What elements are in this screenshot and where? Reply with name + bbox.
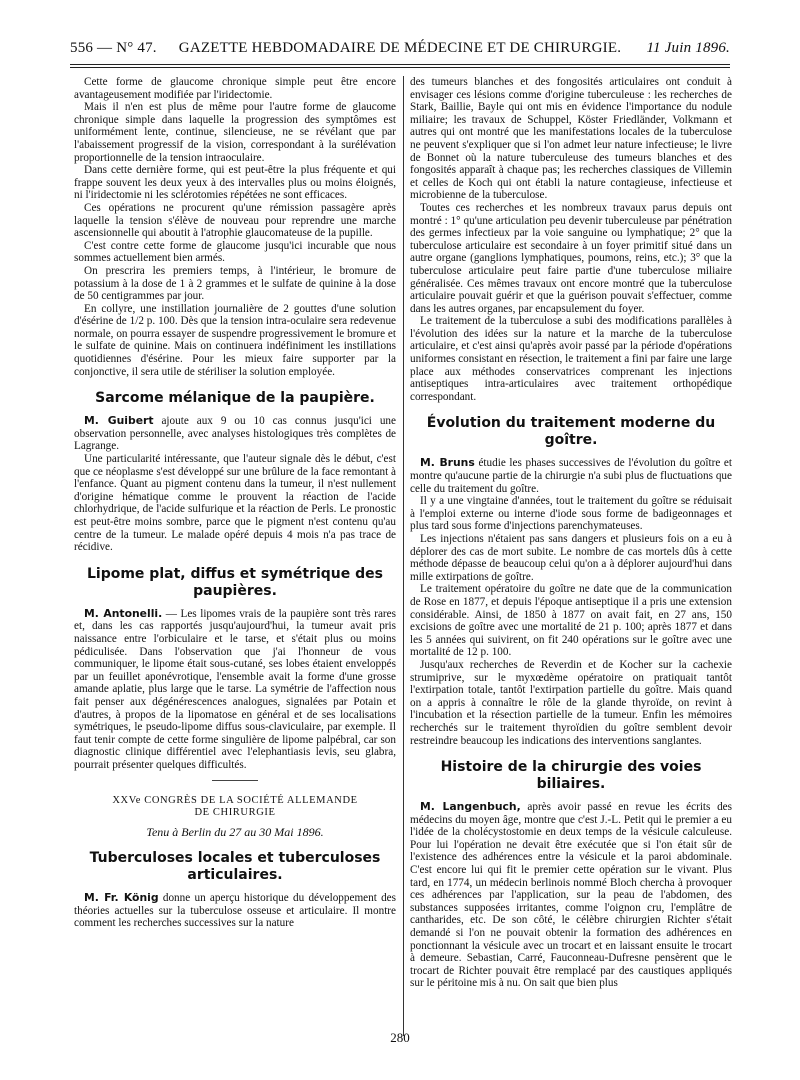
author-name: M. Antonelli. — [84, 606, 163, 620]
paragraph: Il y a une vingtaine d'années, tout le traitement du goître se réduisait à l'emploi externe ou interne d'iode sous forme de badigeonnages et plus tard sous forme d'injections parenchymateuses. — [410, 495, 732, 533]
section-title-voies-biliaires: Histoire de la chirurgie des voies biliaires. — [440, 759, 702, 793]
paragraph: C'est contre cette forme de glaucome jusqu'ici incurable que nous sommes actuellement bien armés. — [74, 239, 396, 265]
section-separator — [212, 780, 258, 781]
paragraph: Cette forme de glaucome chronique simple peut être encore avantageusement modifiée par l'iridectomie. — [74, 76, 396, 101]
header-page-issue: 556 — N° 47. — [70, 40, 157, 56]
section-title-lipome: Lipome plat, diffus et symétrique des paupières. — [86, 565, 383, 599]
author-name: M. Bruns — [420, 456, 475, 470]
congress-line-2: DE CHIRURGIE — [194, 807, 276, 819]
column-divider — [403, 76, 404, 1036]
right-column — [410, 76, 732, 990]
left-column — [74, 76, 396, 930]
paragraph: M. Guibert ajoute aux 9 ou 10 cas connus jusqu'ici une observation personnelle, avec analyses histologiques très complètes de Lagrange. — [74, 414, 396, 453]
author-name: M. Guibert — [84, 414, 154, 428]
page-number: 280 — [390, 1030, 410, 1045]
paragraph: M. Langenbuch, après avoir passé en revue les écrits des médecins du moyen âge, montre que c'est J.-L. Petit qui le premier a eu l'idée de la cholécystostomie en deux temps de la vésicule calculeuse. Pour lui l'opération ne devait être exécutée que si l'on était sûr de l'existence des adhérences entre la vésicule et la paroi abdominale. C'est encore lui qui fit le premier cette opération sur le vivant. Plus tard, en 1774, un médecin berlinois nommé Bloch chercha à provoquer ces adhérences par l'application, sur la peau de l'abdomen, des substances supposées irritantes, comme l'oignon cru, l'emplâtre de cantharides, etc. De son côté, le célèbre chirurgien Richter s'était demandé si l'on ne pouvait obtenir la formation des adhérences en ponctionnant la vésicule avec un trocart et en laissant ensuite le trocart à demeure. Sebastian, Carré, Fauconneau-Dufresne pensèrent que le trocart de Richter pouvait être remplacé par des caustiques appliqués sur le péritoine mis à nu. On sait que bien plus — [410, 800, 732, 990]
header-rule-thick — [70, 64, 730, 65]
section-title-goitre: Évolution du traitement moderne du goître. — [426, 415, 716, 449]
section-title-tuberculoses: Tuberculoses locales et tuberculoses articulaires. — [89, 850, 381, 884]
congress-line-1: XXVe CONGRÈS DE LA SOCIÉTÉ ALLEMANDE — [112, 794, 358, 806]
paragraph: Le traitement opératoire du goître ne date que de la communication de Rose en 1877, et depuis l'époque antiseptique il a pris une extension considérable. Ainsi, de 1850 à 1877 on avait fait, en 27 ans, 150 excisions de goître avec une mortalité de 21 p. 100; après 1877 et dans les 5 années qui suivirent, on fit 240 opérations sur le goître avec une mortalité de 12 p. 100. — [410, 583, 732, 659]
paragraph: M. Fr. König donne un aperçu historique du développement des théories actuelles sur la tuberculose osseuse et articulaire. Il montre comment les recherches successives sur la nature — [74, 891, 396, 930]
author-name: M. Fr. König — [84, 891, 159, 905]
running-header — [70, 40, 730, 60]
paragraph: Toutes ces recherches et les nombreux travaux parus depuis ont montré : 1° qu'une articulation peu devenir tuberculeuse par pénétration des germes infectieux par la voie sanguine ou lymphatique; 2° que la tuberculose articulaire est secondaire à un foyer primitif situé dans un autre organe (ganglions lymphatiques, poumons, reins, etc.); 3° que la tuberculose articulaire peut faire partie d'une tuberculose miliaire généralisée. Ces mêmes travaux ont encore montré que la tuberculose articulaire pouvait guérir et que la guérison pouvait s'effectuer, comme dans les autres organes, par encapsulement du foyer. — [410, 201, 732, 315]
paragraph: Dans cette dernière forme, qui est peut-être la plus fréquente et qui frappe souvent les deux yeux à des intervalles plus ou moins éloignés, ni l'iridectomie ni les sclérotomies répétées ne sont efficaces. — [74, 164, 396, 202]
paragraph: Jusqu'aux recherches de Reverdin et de Kocher sur la cachexie strumiprive, sur le myxœdème opératoire on pratiquait tantôt l'extirpation totale, tantôt l'extirpation partielle du goître. Mais quand on a appris à connaître le rôle de la glande thyroïde, on revint à l'incubation et la résection partielle de la tumeur. Enfin les mémoires recherchés sur le traitement thyroïdien du goître semblent devoir restreindre beaucoup les indications des interventions sanglantes. — [410, 658, 732, 747]
paragraph: Mais il n'en est plus de même pour l'autre forme de glaucome chronique simple dans laquelle la progression des symptômes est uniformément lente, continue, silencieuse, ne se révélant que par l'abaissement progressif de la vision, correspondant à la surélévation proportionnelle de la tension intraoculaire. — [74, 101, 396, 164]
header-rule-thin — [70, 67, 730, 68]
paragraph: des tumeurs blanches et des fongosités articulaires ont conduit à envisager ces lésions comme d'origine tuberculeuse : les recherches de Stark, Baillie, Bayle qui ont mis en évidence l'importance du nodule miliaire; les travaux de Schuppel, Köster Friedländer, Volkmann et autres qui ont montré que les manifestations locales de la tuberculose ne peuvent s'expliquer que si l'on admet leur nature infectieuse; le livre de Bonnet où la nature tuberculeuse des tumeurs blanches et des fongosités apparaît à chaque pas; les recherches classiques de Villemin et celles de Koch qui ont établi la nature contagieuse, infectieuse et microbienne de la tuberculose. — [410, 76, 732, 202]
paragraph: On prescrira les premiers temps, à l'intérieur, le bromure de potassium à la dose de 1 à 2 grammes et le sulfate de quinine à la dose de 50 centigrammes par jour. — [74, 264, 396, 303]
paragraph: Ces opérations ne procurent qu'une rémission passagère après laquelle la tension s'élève de nouveau pour reprendre une marche ascensionnelle qui aboutit à l'atrophie glaucomateuse de la pupille. — [74, 201, 396, 240]
paragraph: M. Antonelli. — Les lipomes vrais de la paupière sont très rares et, dans les cas rapportés jusqu'aujourd'hui, la tumeur avait pris naissance entre l'orbiculaire et le tarse, et s'était plus ou moins pédiculisée. Dans l'observation que j'ai l'honneur de vous communiquer, le lipome était sous-cutané, ses lobes étaient enveloppés par un feuillet aponévrotique, l'ensemble avait la forme d'une grosse amande aplatie, plus large que le tarse. La symétrie de l'affection nous fait penser aux dégénérescences analogues, signalées par Potain et d'autres, à propos de la lipomatose en général et de ses localisations symétriques, le pseudo-lipome diffus sous-claviculaire, par exemple. Il faut tenir compte de cette forme singulière de lipome palpébral, car son diagnostic clinique différentiel avec l'elephantiasis levis, seu glabra, pourrait présenter quelques difficultés. — [74, 606, 396, 771]
section-title-sarcome: Sarcome mélanique de la paupière. — [95, 390, 375, 407]
author-name: M. Langenbuch, — [420, 800, 521, 814]
header-journal-title: GAZETTE HEBDOMADAIRE DE MÉDECINE ET DE CHIRURGIE. — [178, 40, 622, 56]
congress-heading — [74, 795, 396, 820]
paragraph: Le traitement de la tuberculose a subi des modifications parallèles à l'évolution des idées sur la nature et la marche de la tuberculose articulaire, et c'est ainsi qu'après avoir passé par la période d'opérations uniformes consistant en résection, le traitement a fini par faire une large place aux méthodes conservatrices comprenant les injections antiseptiques intra-articulaires avec traitement orthopédique correspondant. — [410, 315, 732, 403]
paragraph: M. Bruns étudie les phases successives de l'évolution du goître et montre qu'aucune partie de la chirurgie n'a subi plus de fluctuations que celle du traitement du goître. — [410, 456, 732, 495]
congress-dates: Tenu à Berlin du 27 au 30 Mai 1896. — [146, 824, 324, 839]
paragraph: Les injections n'étaient pas sans dangers et plusieurs fois on a eu à déplorer des cas de mort subite. Le nombre de cas mortels dûs à cette méthode dépasse de beaucoup celui qu'on a à déplorer aujourd'hui dans mille extirpations de goître. — [410, 533, 732, 583]
paragraph: Une particularité intéressante, que l'auteur signale dès le début, c'est que ce néoplasme s'est développé sur une brûlure de la face remontant à l'enfance. Quant au pigment contenu dans la tumeur, il n'est nullement d'origine hématique comme le prouvent la réaction de l'acide chlorhydrique, de l'acide sulfurique et la réaction de Perls. Le pronostic est peut-être moins sombre, parce que le pigment n'est contenu qu'au centre de la tumeur. Le malade opéré depuis 4 mois n'a pas trace de récidive. — [74, 453, 396, 554]
header-date: 11 Juin 1896. — [646, 40, 730, 56]
paragraph: En collyre, une instillation journalière de 2 gouttes d'une solution d'ésérine de 1/2 p. 100. Dès que la tension intra-oculaire sera redevenue normale, on pourra essayer de suspendre progressivement le bromure et le sulfate de quinine. Mais on continuera indéfiniment les instillations quotidiennes d'ésérine. Pour les mieux faire supporter par la conjonctive, il sera utile de stériliser la solution employée. — [74, 302, 396, 378]
